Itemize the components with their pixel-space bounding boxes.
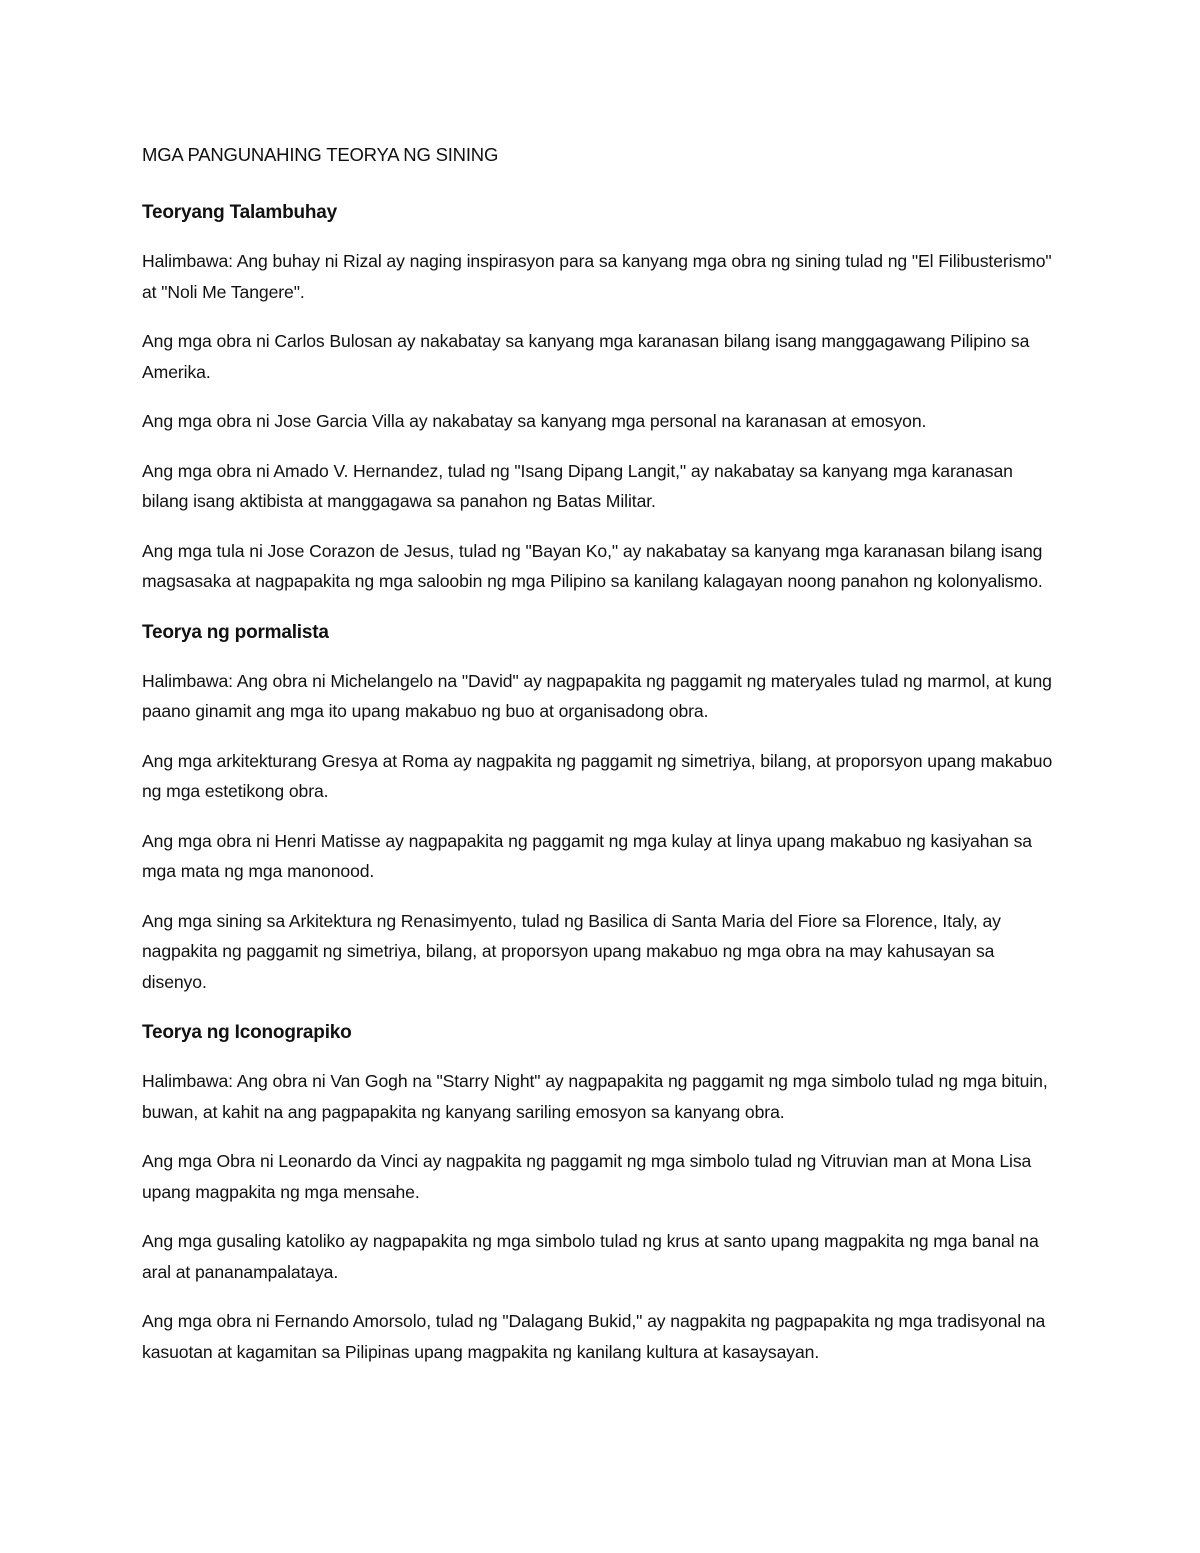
document-page (142, 138, 1062, 1386)
section-teoryang-talambuhay (142, 196, 1062, 597)
paragraph: Ang mga tula ni Jose Corazon de Jesus, tulad ng "Bayan Ko," ay nakabatay sa kanyang mga karanasan bilang isang magsasaka at nagpapakita ng mga saloobin ng mga Pilipino sa kanilang kalagayan noong panahon ng kolonyalismo. (142, 540, 1043, 591)
document-title: MGA PANGUNAHING TEORYA NG SINING (142, 144, 499, 165)
section-heading: Teorya ng pormalista (142, 621, 329, 643)
paragraph: Ang mga gusaling katoliko ay nagpapakita ng mga simbolo tulad ng krus at santo upang magpakita ng mga banal na aral at pananampalataya. (142, 1231, 1039, 1282)
paragraph: Halimbawa: Ang obra ni Michelangelo na "David" ay nagpapakita ng paggamit ng materyales tulad ng marmol, at kung paano ginamit ang mga ito upang makabuo ng buo at organisadong obra. (142, 670, 1052, 721)
section-heading: Teoryang Talambuhay (142, 202, 338, 223)
paragraph: Ang mga Obra ni Leonardo da Vinci ay nagpakita ng paggamit ng mga simbolo tulad ng Vitruvian man at Mona Lisa upang magpakita ng mga mensahe. (142, 1151, 1032, 1202)
paragraph: Ang mga obra ni Carlos Bulosan ay nakabatay sa kanyang mga karanasan bilang isang manggagawang Pilipino sa Amerika. (142, 331, 1030, 382)
section-heading: Teorya ng Iconograpiko (142, 1022, 352, 1043)
paragraph: Ang mga obra ni Fernando Amorsolo, tulad ng "Dalagang Bukid," ay nagpakita ng pagpapakita ng mga tradisyonal na kasuotan at kagamitan sa Pilipinas upang magpakita ng kanilang kultura at kasaysayan. (142, 1311, 1046, 1362)
section-teorya-ng-iconograpiko (142, 1016, 1062, 1367)
paragraph: Halimbawa: Ang obra ni Van Gogh na "Starry Night" ay nagpapakita ng paggamit ng mga simbolo tulad ng mga bituin, buwan, at kahit na ang pagpapakita ng kanyang sariling emosyon sa kanyang obra. (142, 1071, 1048, 1122)
paragraph: Halimbawa: Ang buhay ni Rizal ay naging inspirasyon para sa kanyang mga obra ng sining tulad ng "El Filibusterismo" at "Noli Me Tangere". (142, 251, 1052, 302)
section-teorya-ng-pormalista (142, 616, 1062, 998)
paragraph: Ang mga arkitekturang Gresya at Roma ay nagpakita ng paggamit ng simetriya, bilang, at proporsyon upang makabuo ng mga estetikong obra. (142, 750, 1053, 801)
paragraph: Ang mga obra ni Jose Garcia Villa ay nakabatay sa kanyang mga personal na karanasan at emosyon. (142, 411, 927, 431)
paragraph: Ang mga sining sa Arkitektura ng Renasimyento, tulad ng Basilica di Santa Maria del Fiore sa Florence, Italy, ay nagpakita ng paggamit ng simetriya, bilang, at proporsyon upang makabuo ng mga obra na may kahusayan sa disenyo. (142, 910, 1001, 992)
paragraph: Ang mga obra ni Amado V. Hernandez, tulad ng "Isang Dipang Langit," ay nakabatay sa kanyang mga karanasan bilang isang aktibista at manggagawa sa panahon ng Batas Militar. (142, 460, 1013, 511)
paragraph: Ang mga obra ni Henri Matisse ay nagpapakita ng paggamit ng mga kulay at linya upang makabuo ng kasiyahan sa mga mata ng mga manonood. (142, 830, 1032, 881)
